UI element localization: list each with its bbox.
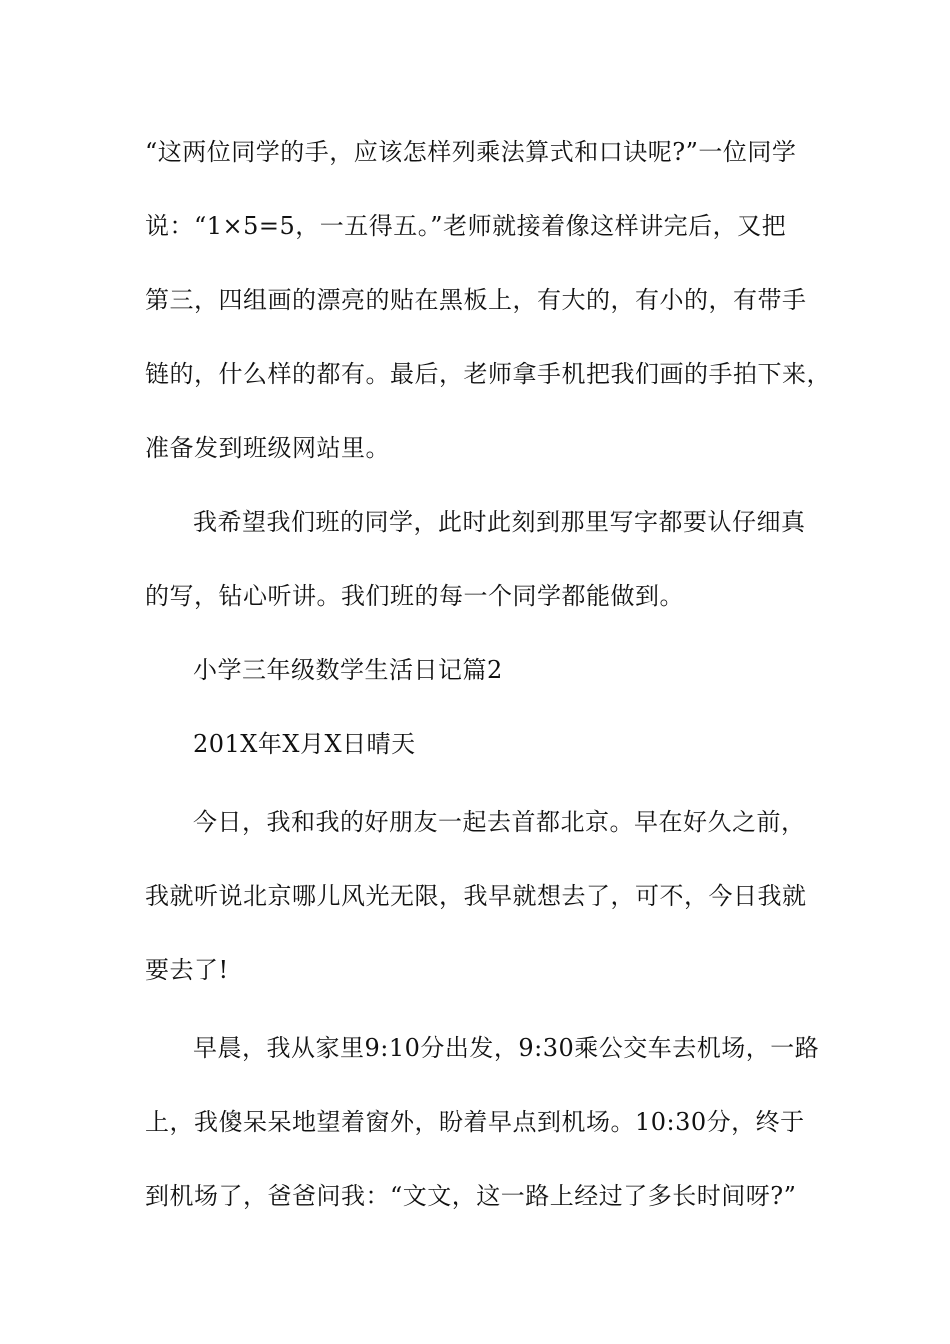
diary-date-line: 201X年X月X日晴天 — [193, 730, 416, 758]
paragraph-first-line: 早晨，我从家里9:10分出发，9:30乘公交车去机场，一路 — [193, 1034, 820, 1062]
text-line: 链的，什么样的都有。最后，老师拿手机把我们画的手拍下来， — [145, 360, 831, 388]
text-line: 准备发到班级网站里。 — [145, 434, 390, 462]
text-line: 到机场了，爸爸问我：“文文，这一路上经过了多长时间呀?” — [145, 1182, 797, 1210]
text-line: 的写，钻心听讲。我们班的每一个同学都能做到。 — [145, 582, 684, 610]
text-line: 我就听说北京哪儿风光无限，我早就想去了，可不，今日我就 — [145, 882, 807, 910]
section-heading: 小学三年级数学生活日记篇2 — [193, 656, 503, 684]
text-line: 说：“1×5=5，一五得五。”老师就接着像这样讲完后，又把 — [145, 212, 787, 240]
text-line: 上，我傻呆呆地望着窗外，盼着早点到机场。10:30分，终于 — [145, 1108, 805, 1136]
paragraph-first-line: 我希望我们班的同学，此时此刻到那里写字都要认仔细真 — [193, 508, 806, 536]
text-line: 要去了! — [145, 956, 229, 984]
paragraph-first-line: 今日，我和我的好朋友一起去首都北京。早在好久之前， — [193, 808, 806, 836]
text-line: “这两位同学的手，应该怎样列乘法算式和口诀呢?”一位同学 — [145, 138, 797, 166]
text-line: 第三，四组画的漂亮的贴在黑板上，有大的，有小的，有带手 — [145, 286, 807, 314]
